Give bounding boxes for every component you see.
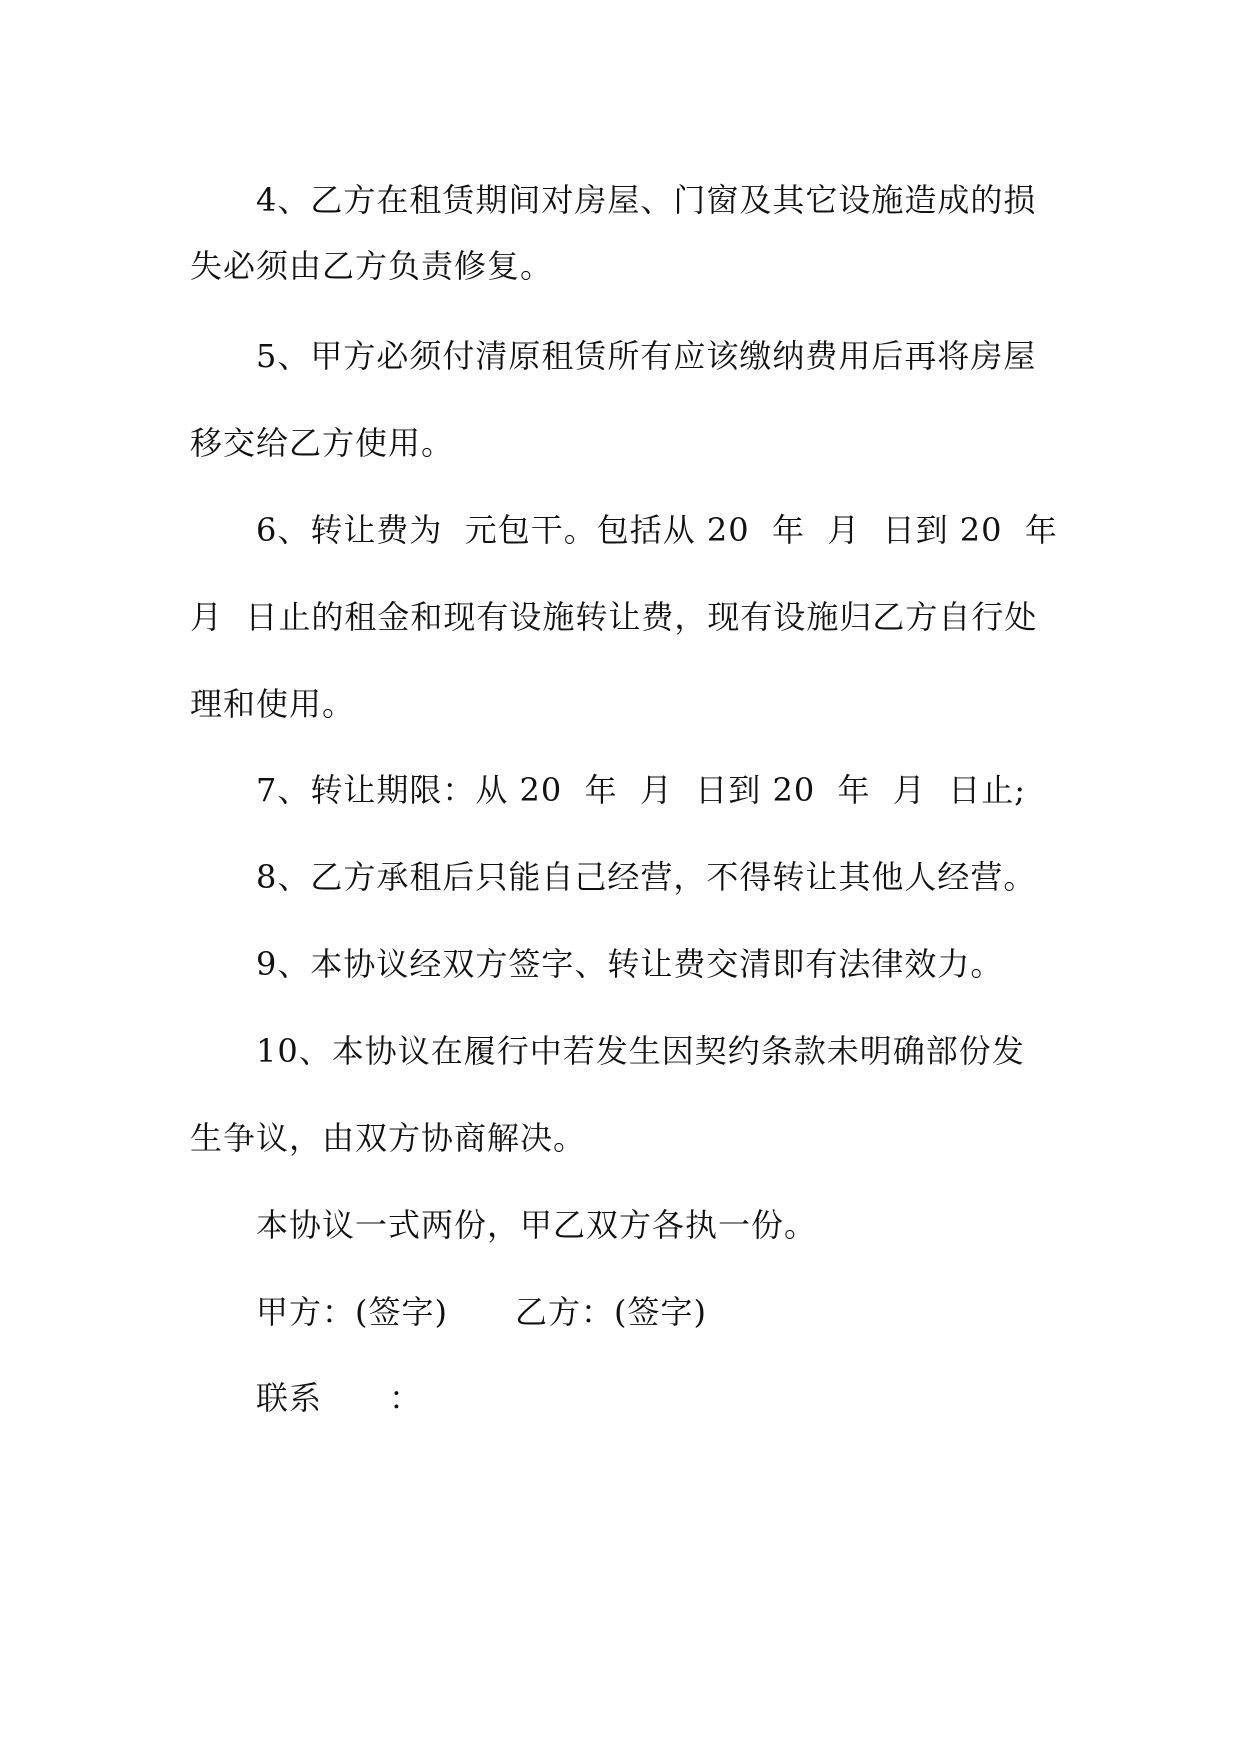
clause-6-line-3: 理和使用。 (190, 685, 356, 723)
clause-9-line: 9、本协议经双方签字、转让费交清即有法律效力。 (256, 945, 1004, 983)
clause-10-line-1: 10、本协议在履行中若发生因契约条款未明确部份发 (256, 1032, 1025, 1070)
copies-note: 本协议一式两份，甲乙双方各执一份。 (256, 1206, 818, 1244)
clause-4-line-1: 4、乙方在租赁期间对房屋、门窗及其它设施造成的损 (256, 181, 1037, 219)
signature-line: 甲方：(签字) 乙方：(签字) (256, 1293, 707, 1331)
clause-10-line-2: 生争议，由双方协商解决。 (190, 1119, 587, 1157)
clause-8-line: 8、乙方承租后只能自己经营，不得转让其他人经营。 (256, 858, 1037, 896)
clause-6-line-2: 月 日止的租金和现有设施转让费，现有设施归乙方自行处 (190, 598, 1038, 636)
clause-5-line-2: 移交给乙方使用。 (190, 424, 455, 462)
clause-5-line-1: 5、甲方必须付清原租赁所有应该缴纳费用后再将房屋 (256, 337, 1037, 375)
clause-7-line: 7、转让期限：从 20 年 月 日到 20 年 月 日止; (256, 771, 1026, 809)
clause-6-line-1: 6、转让费为 元包干。包括从 20 年 月 日到 20 年 (256, 511, 1058, 549)
contact-line: 联系 ： (256, 1379, 423, 1417)
clause-4-line-2: 失必须由乙方负责修复。 (190, 247, 554, 285)
